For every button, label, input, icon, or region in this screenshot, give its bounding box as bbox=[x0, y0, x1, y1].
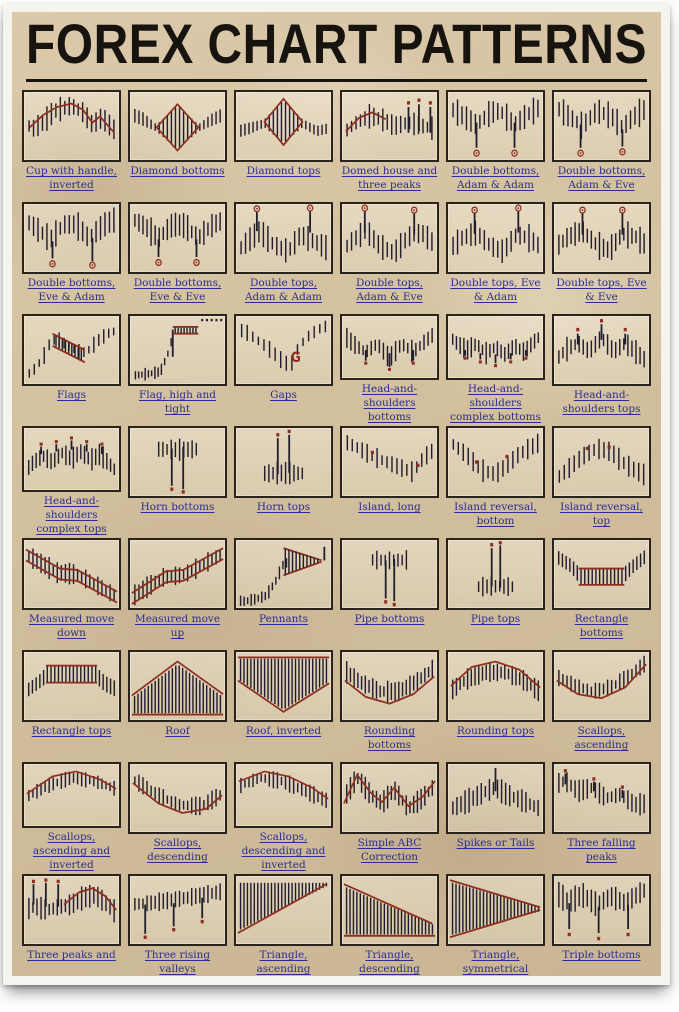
pattern-chart-drawing bbox=[236, 92, 331, 160]
pattern-chart-drawing bbox=[24, 428, 119, 490]
pattern-thumbnail bbox=[234, 202, 333, 274]
pattern-cell-24 bbox=[552, 426, 651, 536]
pattern-label: Rectangle tops bbox=[31, 725, 112, 738]
pattern-thumbnail bbox=[234, 426, 333, 498]
pattern-cell-10 bbox=[340, 202, 439, 312]
pattern-thumbnail bbox=[446, 90, 545, 162]
pattern-label: Double bottoms, Eve & Adam bbox=[27, 277, 116, 303]
pattern-cell-13 bbox=[22, 314, 121, 424]
pattern-thumbnail bbox=[128, 874, 227, 946]
pattern-chart-drawing bbox=[342, 764, 437, 832]
pattern-chart-drawing bbox=[448, 764, 543, 832]
pattern-cell-3 bbox=[234, 90, 333, 200]
pattern-thumbnail bbox=[340, 314, 439, 380]
pattern-label: Gaps bbox=[270, 389, 297, 402]
pattern-thumbnail bbox=[22, 90, 121, 162]
pattern-chart-drawing bbox=[130, 652, 225, 720]
pattern-label: Flag, high and tight bbox=[139, 389, 216, 415]
pattern-thumbnail bbox=[234, 874, 333, 946]
pattern-thumbnail bbox=[446, 650, 545, 722]
pattern-thumbnail bbox=[22, 426, 121, 492]
pattern-chart-drawing bbox=[24, 764, 119, 826]
pattern-label: Double tops, Adam & Eve bbox=[355, 277, 424, 303]
svg-text:G: G bbox=[290, 350, 301, 367]
pattern-label: Head-and-shoulders tops bbox=[562, 389, 641, 415]
pattern-chart-drawing bbox=[24, 316, 119, 384]
pattern-cell-7 bbox=[22, 202, 121, 312]
pattern-thumbnail bbox=[446, 538, 545, 610]
pattern-thumbnail bbox=[340, 650, 439, 722]
pattern-chart-drawing bbox=[554, 764, 649, 832]
pattern-thumbnail bbox=[128, 90, 227, 162]
pattern-label: Spikes or Tails bbox=[456, 837, 535, 850]
pattern-label: Double tops, Eve & Eve bbox=[556, 277, 647, 303]
title-divider bbox=[26, 79, 647, 82]
pattern-cell-12 bbox=[552, 202, 651, 312]
pattern-chart-drawing bbox=[448, 428, 543, 496]
pattern-cell-48 bbox=[552, 874, 651, 984]
pattern-label: Double bottoms, Adam & Adam bbox=[451, 165, 540, 191]
pattern-cell-37 bbox=[22, 762, 121, 872]
pattern-chart-drawing bbox=[24, 652, 119, 720]
pattern-cell-45 bbox=[234, 874, 333, 984]
pattern-cell-22 bbox=[340, 426, 439, 536]
pattern-cell-47 bbox=[446, 874, 545, 984]
pattern-label: Scallops, ascending and inverted bbox=[32, 831, 111, 871]
pattern-cell-30 bbox=[552, 538, 651, 648]
pattern-label: Scallops, descending bbox=[147, 837, 208, 863]
pattern-label: Horn bottoms bbox=[140, 501, 215, 514]
poster-parchment bbox=[12, 12, 661, 976]
pattern-label: Measured move down bbox=[28, 613, 115, 639]
pattern-label: Cup with handle, inverted bbox=[26, 165, 117, 191]
pattern-label: Head-and-shoulders bottoms bbox=[361, 383, 418, 423]
pattern-label: Island, long bbox=[358, 501, 421, 514]
pattern-label: Diamond bottoms bbox=[130, 165, 225, 178]
pattern-label: Scallops, descending and inverted bbox=[241, 831, 326, 871]
pattern-thumbnail bbox=[552, 538, 651, 610]
pattern-label: Pennants bbox=[259, 613, 308, 626]
pattern-label: Rounding bottoms bbox=[363, 725, 416, 751]
pattern-chart-drawing bbox=[448, 92, 543, 160]
pattern-thumbnail bbox=[552, 874, 651, 946]
pattern-label: Rectangle bottoms bbox=[574, 613, 629, 639]
pattern-cell-11 bbox=[446, 202, 545, 312]
pattern-label: Island reversal, top bbox=[560, 501, 643, 527]
pattern-label: Triangle, ascending bbox=[256, 949, 311, 975]
pattern-chart-drawing bbox=[554, 428, 649, 496]
pattern-chart-drawing bbox=[342, 540, 437, 608]
pattern-thumbnail bbox=[446, 426, 545, 498]
pattern-thumbnail bbox=[340, 874, 439, 946]
pattern-cell-23 bbox=[446, 426, 545, 536]
pattern-label: Scallops, ascending bbox=[574, 725, 629, 751]
pattern-chart-drawing bbox=[24, 204, 119, 272]
pattern-label: Three rising valleys bbox=[144, 949, 211, 975]
pattern-chart-drawing bbox=[236, 204, 331, 272]
pattern-cell-19 bbox=[22, 426, 121, 536]
pattern-cell-8 bbox=[128, 202, 227, 312]
pattern-chart-drawing bbox=[448, 540, 543, 608]
pattern-label: Simple ABC Correction bbox=[357, 837, 422, 863]
pattern-chart-drawing bbox=[554, 316, 649, 384]
pattern-thumbnail bbox=[128, 202, 227, 274]
pattern-cell-1 bbox=[22, 90, 121, 200]
pattern-thumbnail bbox=[22, 202, 121, 274]
pattern-cell-34 bbox=[340, 650, 439, 760]
pattern-chart-drawing bbox=[448, 204, 543, 272]
pattern-thumbnail bbox=[22, 314, 121, 386]
pattern-thumbnail bbox=[552, 202, 651, 274]
pattern-thumbnail bbox=[22, 762, 121, 828]
pattern-chart-drawing bbox=[554, 92, 649, 160]
poster-title: FOREX CHART PATTERNS bbox=[25, 12, 647, 75]
pattern-thumbnail bbox=[340, 538, 439, 610]
pattern-chart-drawing bbox=[236, 540, 331, 608]
pattern-label: Pipe tops bbox=[470, 613, 521, 626]
pattern-cell-4 bbox=[340, 90, 439, 200]
pattern-chart-drawing bbox=[342, 316, 437, 378]
pattern-thumbnail bbox=[128, 426, 227, 498]
pattern-chart-drawing bbox=[236, 316, 331, 384]
pattern-thumbnail bbox=[234, 314, 333, 386]
pattern-label: Diamond tops bbox=[246, 165, 321, 178]
pattern-chart-drawing bbox=[448, 316, 543, 378]
pattern-cell-40 bbox=[340, 762, 439, 872]
pattern-thumbnail bbox=[234, 538, 333, 610]
pattern-label: Three falling peaks bbox=[567, 837, 636, 863]
pattern-cell-31 bbox=[22, 650, 121, 760]
pattern-cell-32 bbox=[128, 650, 227, 760]
pattern-chart-drawing bbox=[342, 652, 437, 720]
pattern-cell-27 bbox=[234, 538, 333, 648]
pattern-label: Triangle, descending bbox=[359, 949, 420, 975]
pattern-thumbnail bbox=[552, 314, 651, 386]
pattern-chart-drawing bbox=[236, 764, 331, 826]
pattern-thumbnail bbox=[340, 90, 439, 162]
pattern-thumbnail bbox=[552, 762, 651, 834]
pattern-thumbnail bbox=[22, 538, 121, 610]
pattern-chart-drawing bbox=[130, 92, 225, 160]
pattern-thumbnail bbox=[446, 874, 545, 946]
pattern-cell-33 bbox=[234, 650, 333, 760]
pattern-cell-21 bbox=[234, 426, 333, 536]
pattern-thumbnail bbox=[340, 762, 439, 834]
pattern-cell-46 bbox=[340, 874, 439, 984]
pattern-cell-38 bbox=[128, 762, 227, 872]
pattern-chart-drawing bbox=[130, 204, 225, 272]
pattern-label: Head-and-shoulders complex bottoms bbox=[450, 383, 541, 423]
pattern-label: Rounding tops bbox=[456, 725, 535, 738]
pattern-cell-43 bbox=[22, 874, 121, 984]
pattern-cell-9 bbox=[234, 202, 333, 312]
pattern-thumbnail bbox=[128, 762, 227, 834]
pattern-thumbnail bbox=[234, 762, 333, 828]
pattern-chart-drawing bbox=[342, 92, 437, 160]
pattern-label: Roof, inverted bbox=[245, 725, 322, 738]
pattern-label: Roof bbox=[165, 725, 190, 738]
pattern-label: Flags bbox=[56, 389, 86, 402]
pattern-thumbnail bbox=[22, 874, 121, 946]
pattern-label: Triple bottoms bbox=[562, 949, 641, 962]
pattern-chart-drawing bbox=[24, 876, 119, 944]
pattern-cell-29 bbox=[446, 538, 545, 648]
pattern-cell-35 bbox=[446, 650, 545, 760]
pattern-cell-20 bbox=[128, 426, 227, 536]
pattern-chart-drawing bbox=[130, 876, 225, 944]
pattern-cell-26 bbox=[128, 538, 227, 648]
pattern-thumbnail bbox=[234, 650, 333, 722]
pattern-cell-36 bbox=[552, 650, 651, 760]
pattern-label: Domed house and three peaks bbox=[341, 165, 438, 191]
pattern-chart-drawing bbox=[554, 876, 649, 944]
pattern-label: Double bottoms, Eve & Eve bbox=[133, 277, 222, 303]
pattern-thumbnail bbox=[552, 426, 651, 498]
pattern-chart-drawing bbox=[342, 428, 437, 496]
pattern-label: Double bottoms, Adam & Eve bbox=[557, 165, 646, 191]
pattern-chart-drawing bbox=[448, 652, 543, 720]
pattern-chart-drawing bbox=[130, 540, 225, 608]
pattern-chart-drawing bbox=[554, 204, 649, 272]
pattern-cell-5 bbox=[446, 90, 545, 200]
pattern-chart-drawing bbox=[24, 540, 119, 608]
pattern-label: Horn tops bbox=[256, 501, 311, 514]
pattern-cell-28 bbox=[340, 538, 439, 648]
pattern-thumbnail bbox=[128, 314, 227, 386]
pattern-grid bbox=[20, 90, 653, 984]
pattern-chart-drawing bbox=[236, 652, 331, 720]
pattern-chart-drawing bbox=[236, 876, 331, 944]
pattern-thumbnail bbox=[552, 90, 651, 162]
pattern-cell-39 bbox=[234, 762, 333, 872]
pattern-cell-18 bbox=[552, 314, 651, 424]
pattern-thumbnail bbox=[446, 314, 545, 380]
pattern-label: Island reversal, bottom bbox=[454, 501, 537, 527]
pattern-thumbnail bbox=[128, 650, 227, 722]
pattern-cell-16 bbox=[340, 314, 439, 424]
pattern-cell-14 bbox=[128, 314, 227, 424]
pattern-chart-drawing bbox=[130, 428, 225, 496]
pattern-cell-25 bbox=[22, 538, 121, 648]
pattern-cell-41 bbox=[446, 762, 545, 872]
pattern-cell-42 bbox=[552, 762, 651, 872]
pattern-chart-drawing bbox=[342, 204, 437, 272]
pattern-thumbnail bbox=[340, 426, 439, 498]
pattern-thumbnail bbox=[128, 538, 227, 610]
pattern-chart-drawing bbox=[448, 876, 543, 944]
pattern-cell-6 bbox=[552, 90, 651, 200]
pattern-thumbnail bbox=[446, 762, 545, 834]
pattern-thumbnail bbox=[340, 202, 439, 274]
pattern-label: Triangle, symmetrical bbox=[462, 949, 529, 975]
pattern-label: Measured move up bbox=[134, 613, 221, 639]
pattern-chart-drawing bbox=[236, 428, 331, 496]
pattern-thumbnail bbox=[552, 650, 651, 722]
pattern-label: Head-and-shoulders complex tops bbox=[36, 495, 107, 535]
pattern-chart-drawing bbox=[342, 876, 437, 944]
pattern-chart-drawing bbox=[554, 540, 649, 608]
poster bbox=[3, 3, 670, 985]
pattern-thumbnail bbox=[234, 90, 333, 162]
pattern-chart-drawing bbox=[130, 764, 225, 832]
pattern-chart-drawing bbox=[130, 316, 225, 384]
pattern-chart-drawing bbox=[24, 92, 119, 160]
pattern-chart-drawing bbox=[554, 652, 649, 720]
pattern-cell-17 bbox=[446, 314, 545, 424]
pattern-cell-44 bbox=[128, 874, 227, 984]
pattern-thumbnail bbox=[22, 650, 121, 722]
pattern-label: Pipe bottoms bbox=[354, 613, 425, 626]
pattern-label: Three peaks and bbox=[27, 949, 116, 962]
pattern-label: Double tops, Adam & Adam bbox=[244, 277, 323, 303]
pattern-label: Double tops, Eve & Adam bbox=[450, 277, 541, 303]
pattern-thumbnail bbox=[446, 202, 545, 274]
pattern-cell-15 bbox=[234, 314, 333, 424]
pattern-cell-2 bbox=[128, 90, 227, 200]
